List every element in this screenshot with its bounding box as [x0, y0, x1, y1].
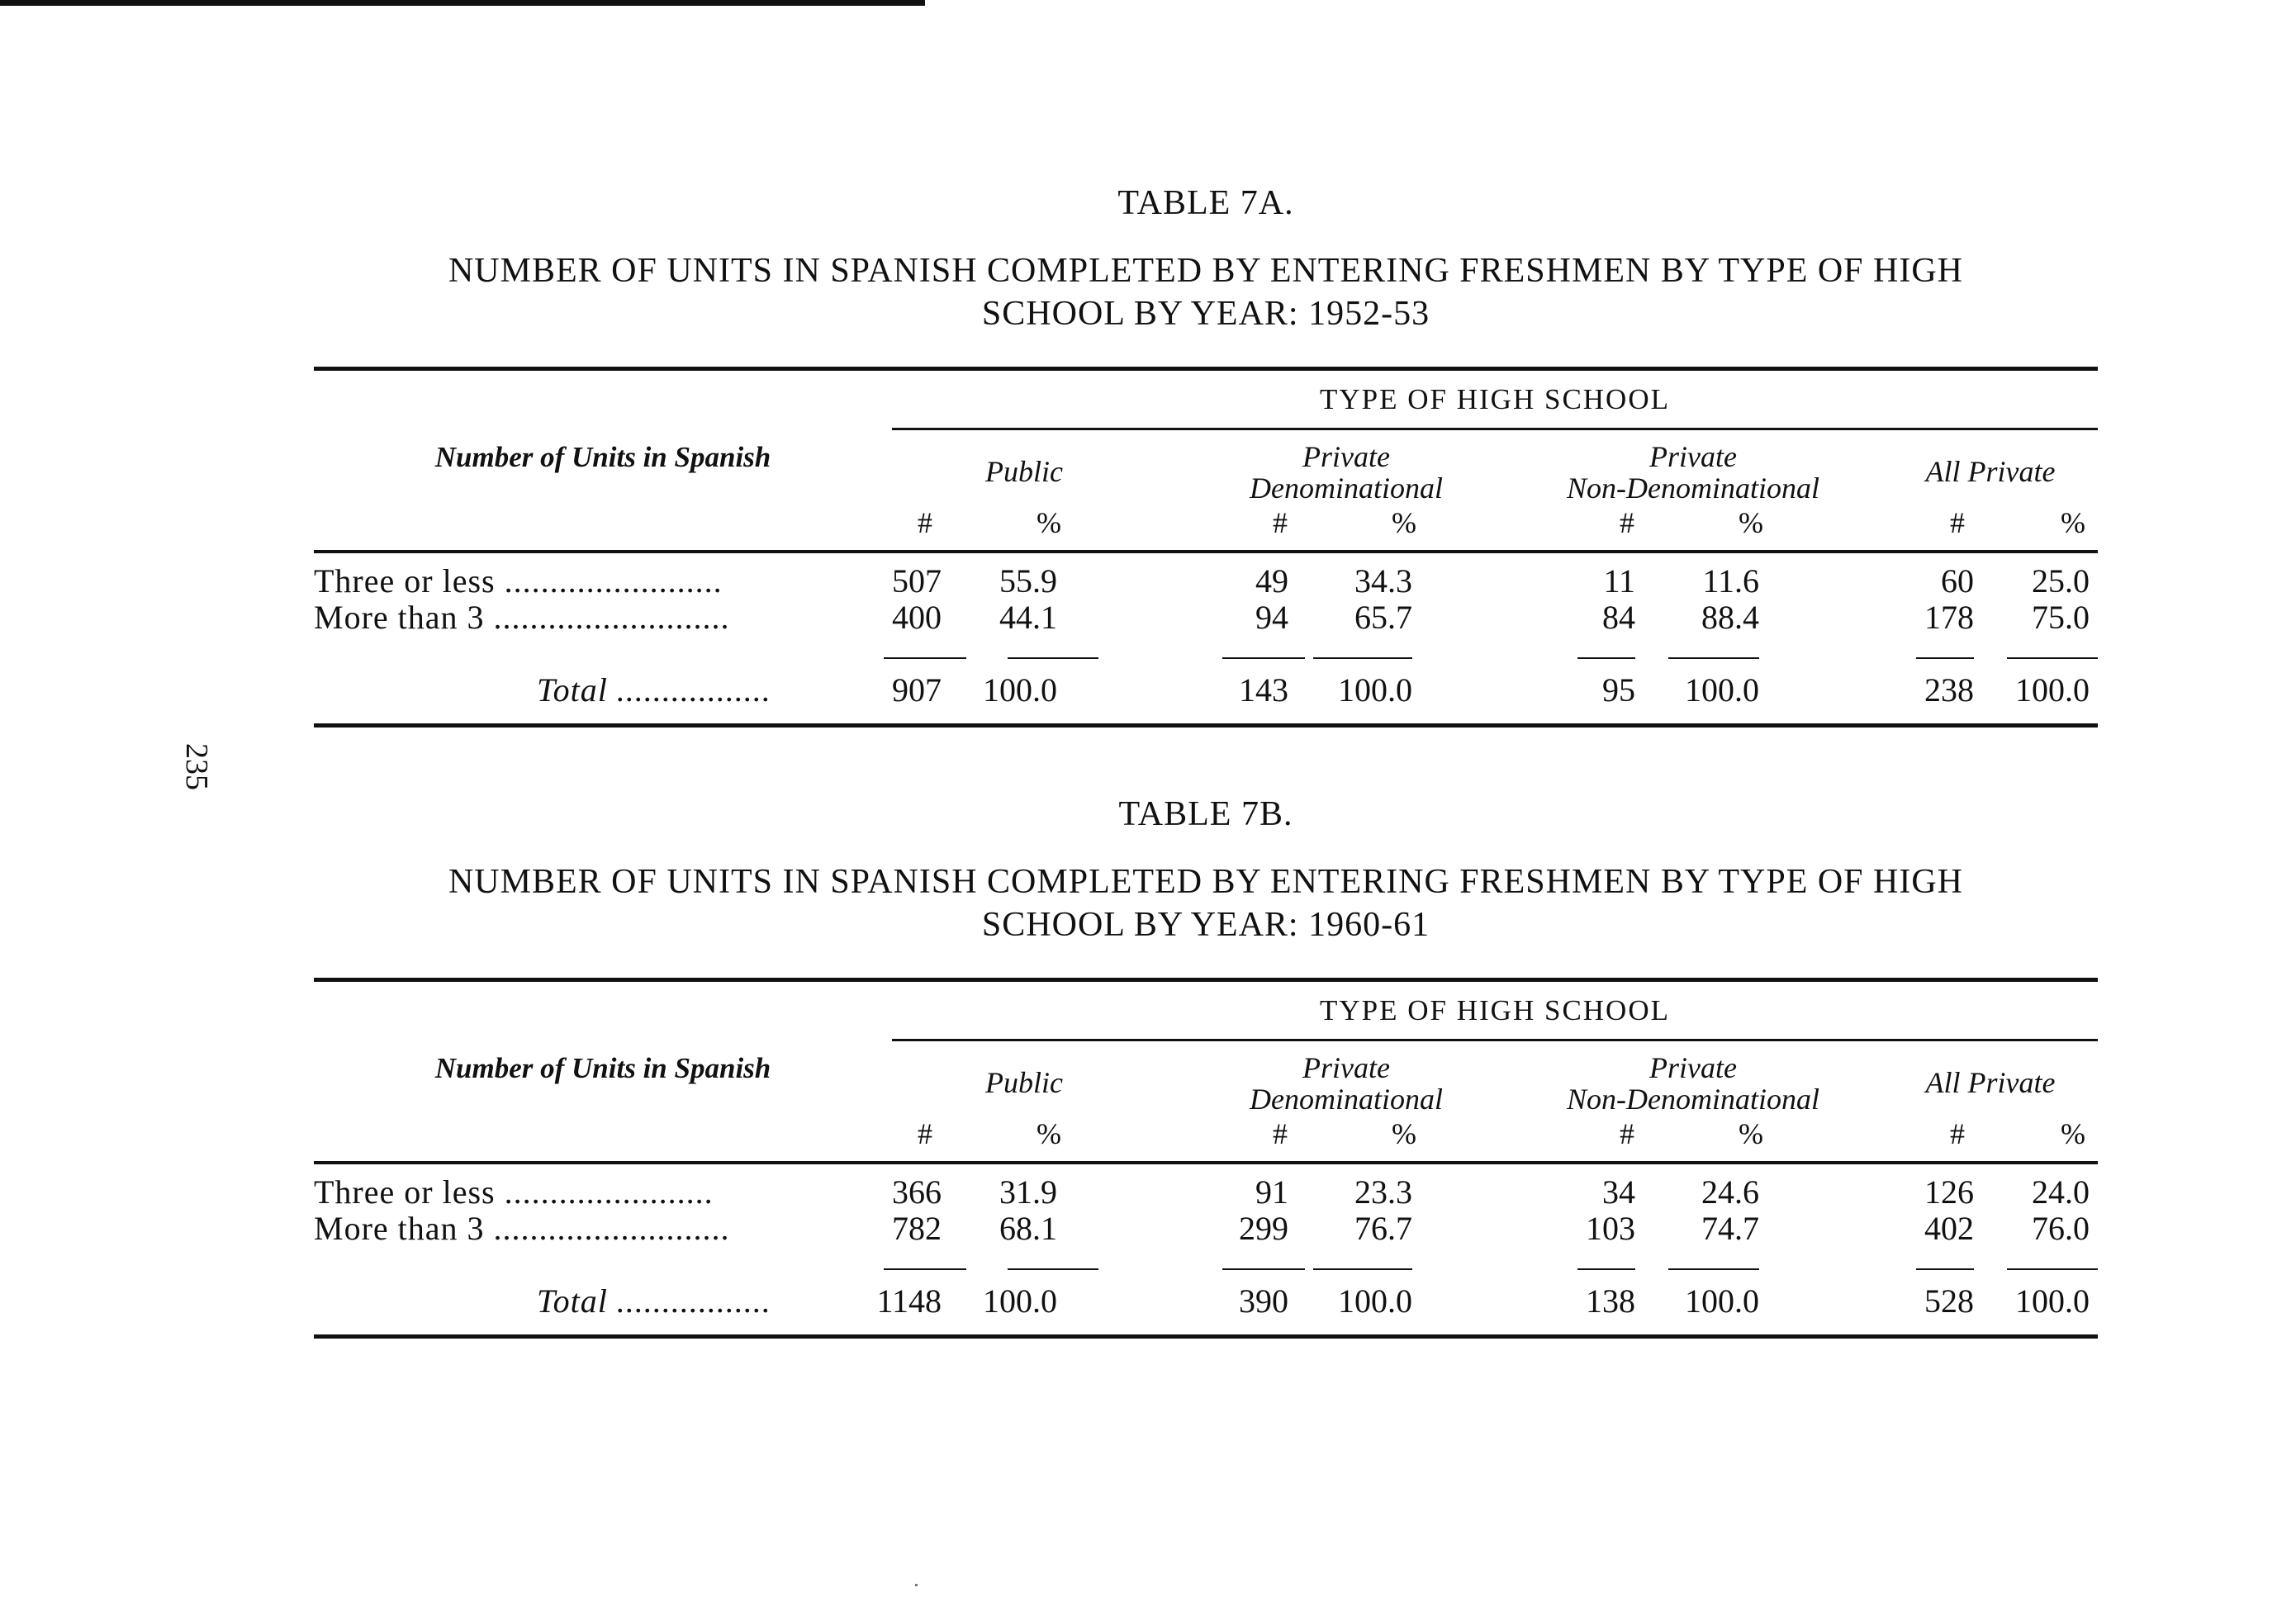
percent-symbol: % [1739, 1117, 1763, 1150]
table-title: TABLE 7B. [1118, 795, 1293, 833]
total-cell: 100.0 [983, 1282, 1057, 1320]
subtotal-rule [1313, 1268, 1412, 1270]
subtotal-rule [1008, 1268, 1098, 1270]
number-symbol: # [918, 1117, 932, 1150]
table-cell: 76.7 [1354, 1210, 1412, 1247]
row-header: Number of Units in Spanish [434, 1052, 771, 1084]
column-group-header [1503, 441, 1883, 504]
total-cell: 100.0 [1338, 1282, 1412, 1320]
table-cell: 11.6 [1702, 562, 1759, 600]
subtotal-rule [1916, 657, 1974, 659]
column-group-line: Private [1302, 1051, 1390, 1084]
subtotal-rule [884, 1268, 966, 1270]
total-cell: 100.0 [1338, 671, 1412, 709]
table-cell: 68.1 [999, 1210, 1057, 1247]
total-cell: 95 [1602, 671, 1635, 709]
row-label: More than 3 .......................... [314, 1210, 730, 1247]
table-cell: 74.7 [1701, 1210, 1759, 1247]
column-group-line: All Private [1925, 1066, 2056, 1099]
table-bottom-rule [314, 1334, 2098, 1339]
total-cell: 238 [1924, 671, 1974, 709]
number-symbol: # [1273, 506, 1288, 539]
table-title: TABLE 7A. [1117, 184, 1294, 222]
type-of-high-school-header: TYPE OF HIGH SCHOOL [1320, 383, 1670, 415]
table-cell: 75.0 [2032, 599, 2090, 636]
subtotal-rule [1668, 657, 1759, 659]
table-cell: 782 [892, 1210, 942, 1247]
column-group-line: Public [985, 455, 1063, 488]
total-cell: 528 [1924, 1282, 1974, 1320]
column-group-line: All Private [1925, 455, 2056, 488]
total-cell: 100.0 [1685, 671, 1759, 709]
speck-mark [915, 1584, 918, 1586]
total-cell: 100.0 [2015, 671, 2090, 709]
table-caption-line: SCHOOL BY YEAR: 1960-61 [981, 906, 1430, 944]
total-label: Total ................. [537, 1282, 771, 1320]
row-label: More than 3 .......................... [314, 599, 730, 636]
column-group-line: Public [985, 1066, 1063, 1099]
row-label: Three or less ........................ [314, 562, 723, 600]
subtotal-rule [1577, 657, 1635, 659]
subtotal-rule [2007, 657, 2098, 659]
table-cell: 23.3 [1354, 1173, 1412, 1211]
table-cell: 24.6 [1701, 1173, 1759, 1211]
total-label: Total ................. [537, 671, 771, 709]
column-group-header [1173, 441, 1520, 504]
total-cell: 1148 [876, 1282, 942, 1320]
subtotal-rule [1008, 657, 1098, 659]
total-cell: 100.0 [1685, 1282, 1759, 1320]
percent-symbol: % [1739, 506, 1763, 539]
column-group-header [1883, 456, 2098, 487]
type-header-rule [892, 428, 2098, 430]
percent-symbol: % [1392, 1117, 1416, 1150]
subtotal-rule [1916, 1268, 1974, 1270]
subtotal-rule [1668, 1268, 1759, 1270]
column-group-header [875, 1067, 1173, 1098]
table-cell: 65.7 [1354, 599, 1412, 636]
table-cell: 299 [1239, 1210, 1288, 1247]
number-symbol: # [1620, 506, 1634, 539]
table-cell: 24.0 [2032, 1173, 2090, 1211]
table-cell: 178 [1924, 599, 1974, 636]
total-cell: 143 [1239, 671, 1288, 709]
column-group-header [1503, 1052, 1883, 1115]
number-symbol: # [918, 506, 932, 539]
table-cell: 400 [892, 599, 942, 636]
column-group-line: Non-Denominational [1567, 1083, 1819, 1116]
row-header: Number of Units in Spanish [434, 441, 771, 473]
subtotal-rule [1313, 657, 1412, 659]
column-group-line: Private [1649, 1051, 1737, 1084]
total-cell: 907 [892, 671, 942, 709]
header-bottom-rule [314, 1161, 2098, 1164]
percent-symbol: % [1037, 1117, 1061, 1150]
table-cell: 25.0 [2032, 562, 2090, 600]
table-cell: 44.1 [999, 599, 1057, 636]
table-cell: 91 [1255, 1173, 1288, 1211]
table-cell: 84 [1602, 599, 1635, 636]
subtotal-rule [1577, 1268, 1635, 1270]
table-cell: 11 [1603, 562, 1635, 600]
column-group-header [1173, 1052, 1520, 1115]
percent-symbol: % [1037, 506, 1061, 539]
table-cell: 49 [1255, 562, 1288, 600]
number-symbol: # [1950, 1117, 1965, 1150]
table-cell: 34 [1602, 1173, 1635, 1211]
page-edge-bar [0, 0, 925, 6]
table-cell: 31.9 [999, 1173, 1057, 1211]
percent-symbol: % [2061, 506, 2085, 539]
subtotal-rule [1222, 1268, 1305, 1270]
column-group-header [875, 456, 1173, 487]
percent-symbol: % [2061, 1117, 2085, 1150]
table-cell: 76.0 [2032, 1210, 2090, 1247]
column-group-line: Non-Denominational [1567, 472, 1819, 505]
total-cell: 100.0 [983, 671, 1057, 709]
table-bottom-rule [314, 723, 2098, 728]
number-symbol: # [1950, 506, 1965, 539]
subtotal-rule [1222, 657, 1305, 659]
type-of-high-school-header: TYPE OF HIGH SCHOOL [1320, 994, 1670, 1026]
column-group-line: Private [1649, 440, 1737, 473]
type-header-rule [892, 1039, 2098, 1041]
table-cell: 34.3 [1354, 562, 1412, 600]
subtotal-rule [884, 657, 966, 659]
table-caption-line: SCHOOL BY YEAR: 1952-53 [981, 295, 1430, 333]
total-cell: 100.0 [2015, 1282, 2090, 1320]
column-group-line: Private [1302, 440, 1390, 473]
table-cell: 103 [1586, 1210, 1635, 1247]
column-group-header [1883, 1067, 2098, 1098]
table-cell: 507 [892, 562, 942, 600]
table-top-rule [314, 978, 2098, 982]
table-caption-line: NUMBER OF UNITS IN SPANISH COMPLETED BY ENTERING FRESHMEN BY TYPE OF HIGH [448, 863, 1964, 901]
table-cell: 402 [1924, 1210, 1974, 1247]
table-cell: 94 [1255, 599, 1288, 636]
table-cell: 126 [1924, 1173, 1974, 1211]
table-cell: 366 [892, 1173, 942, 1211]
total-cell: 390 [1239, 1282, 1288, 1320]
table-cell: 88.4 [1701, 599, 1759, 636]
table-caption-line: NUMBER OF UNITS IN SPANISH COMPLETED BY ENTERING FRESHMEN BY TYPE OF HIGH [448, 252, 1964, 290]
header-bottom-rule [314, 550, 2098, 553]
column-group-line: Denominational [1250, 472, 1443, 505]
column-group-line: Denominational [1250, 1083, 1443, 1116]
row-label: Three or less ....................... [314, 1173, 714, 1211]
table-top-rule [314, 367, 2098, 371]
table-cell: 55.9 [999, 562, 1057, 600]
percent-symbol: % [1392, 506, 1416, 539]
number-symbol: # [1620, 1117, 1634, 1150]
table-cell: 60 [1941, 562, 1974, 600]
page-number: 235 [179, 743, 214, 790]
number-symbol: # [1273, 1117, 1288, 1150]
subtotal-rule [2007, 1268, 2098, 1270]
total-cell: 138 [1586, 1282, 1635, 1320]
